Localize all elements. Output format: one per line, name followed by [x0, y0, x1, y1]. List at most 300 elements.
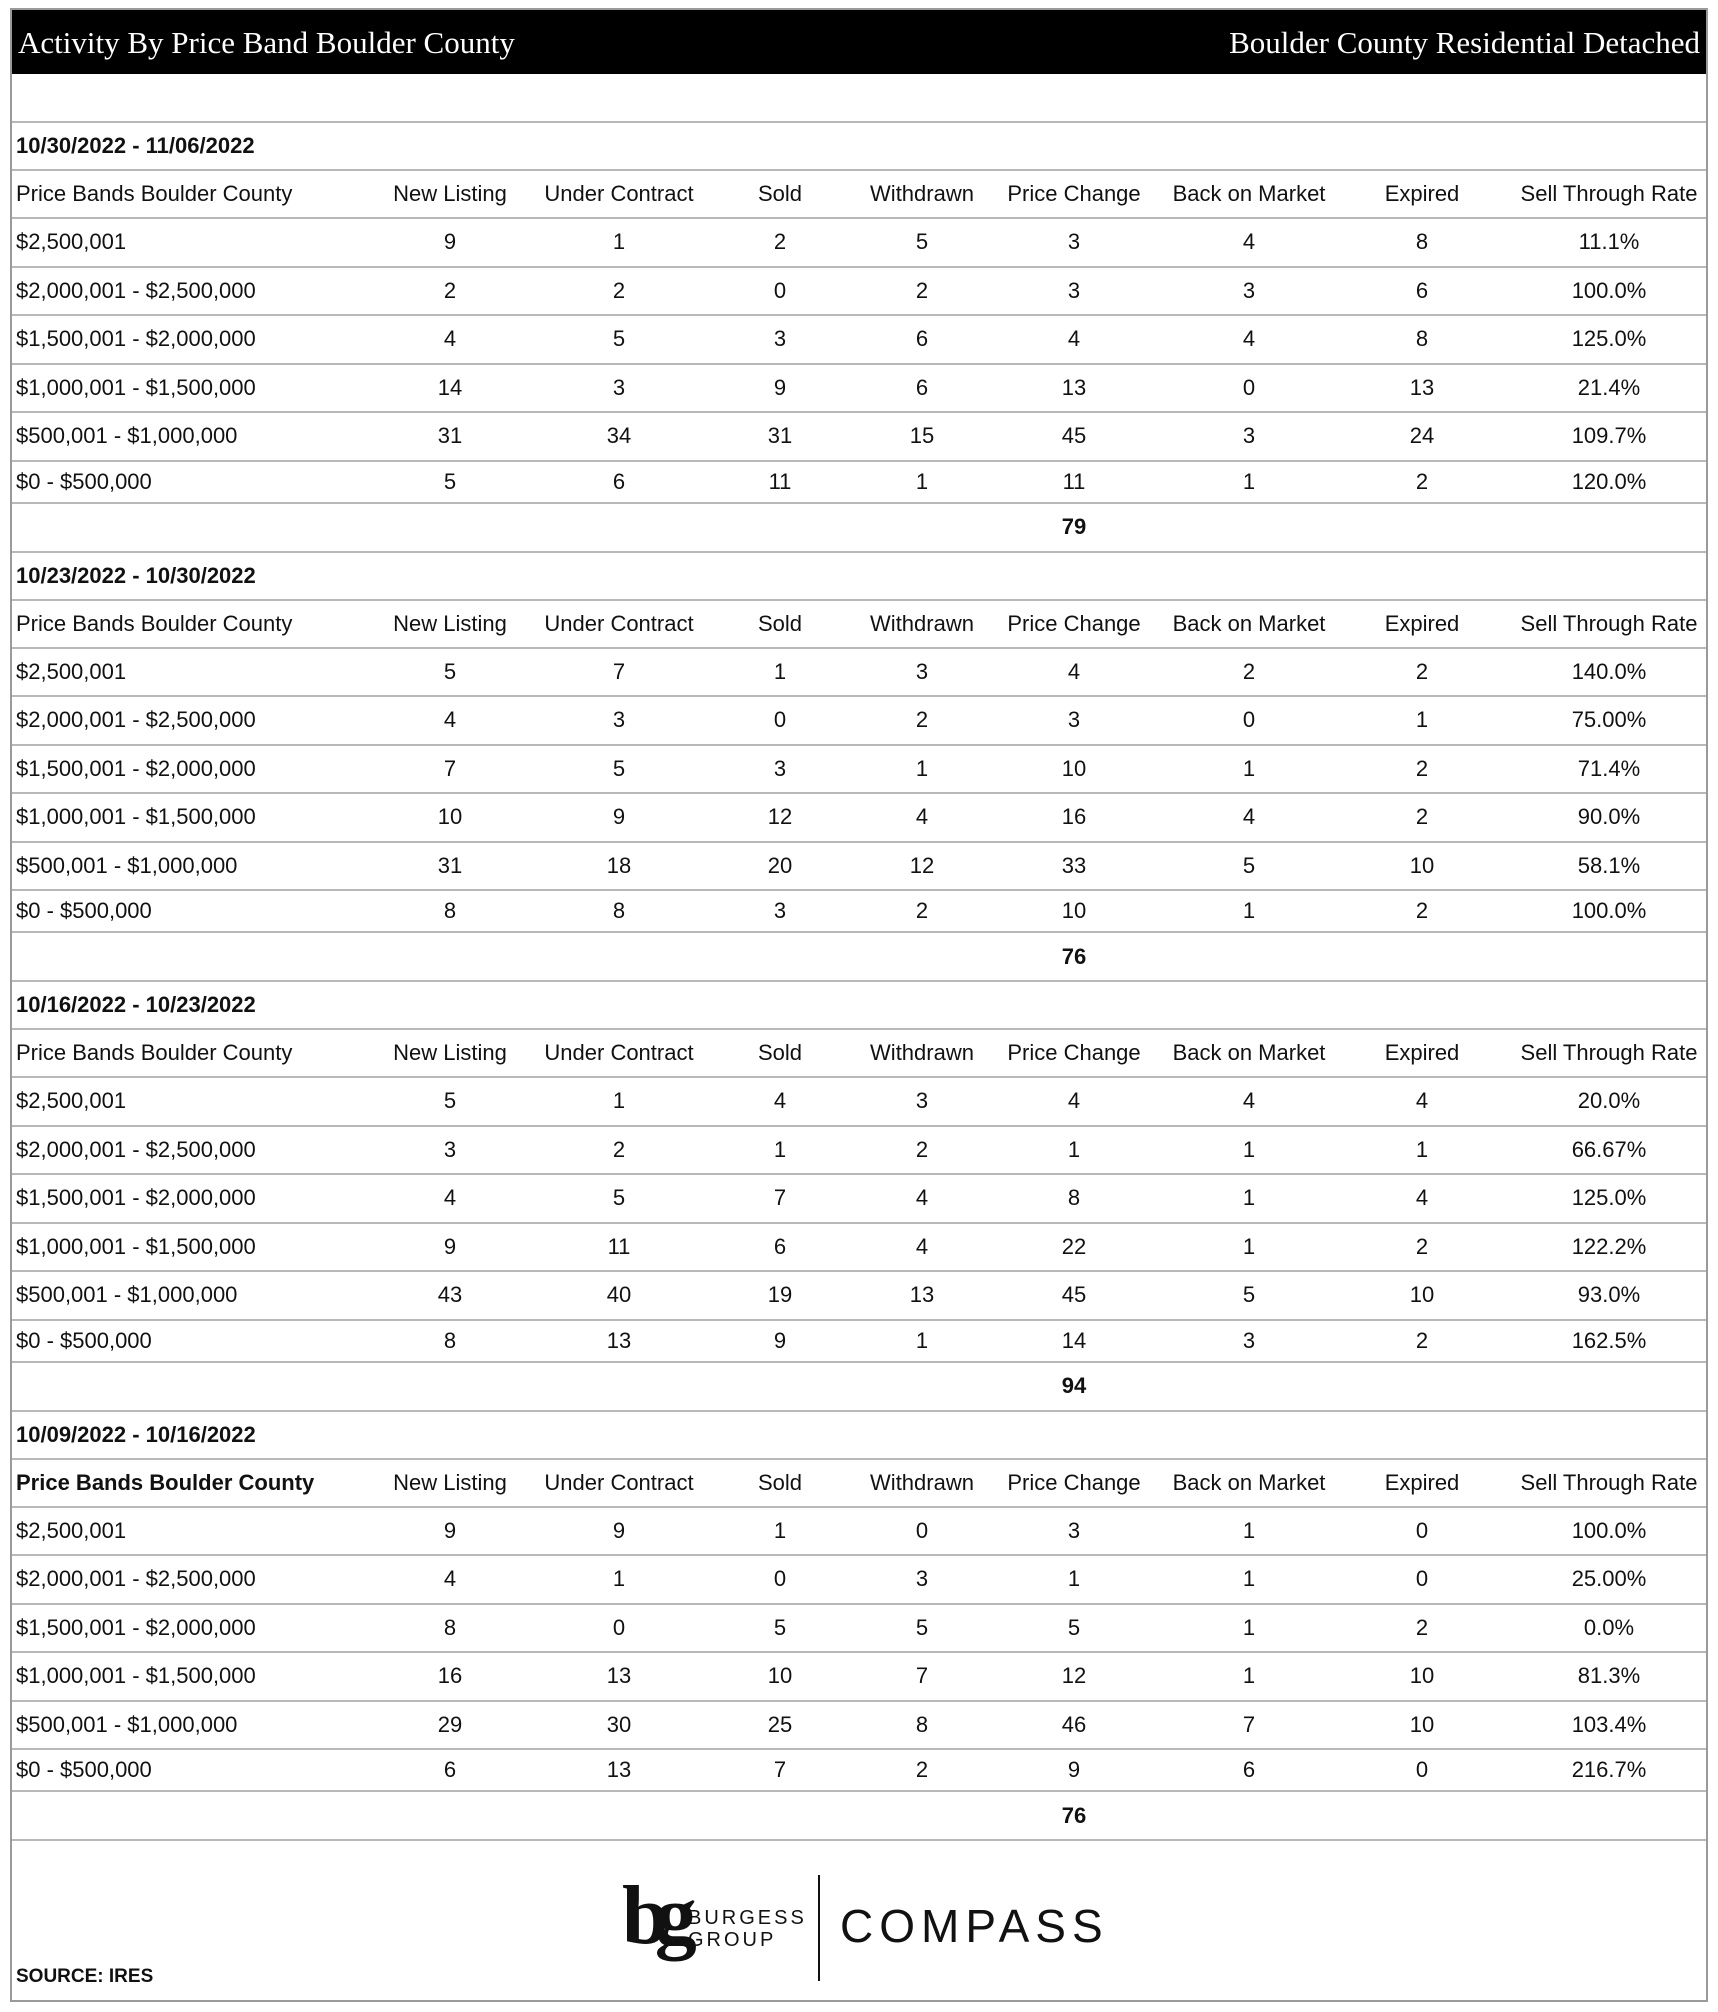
table-row — [12, 1078, 1706, 1127]
cell-price-band: $0 - $500,000 — [16, 468, 152, 494]
cell-withdrawn: 4 — [915, 804, 929, 830]
cell-price-change: 16 — [1061, 804, 1087, 830]
cell-sell-through-rate: 11.1% — [1578, 229, 1640, 255]
cell-sold: 7 — [773, 1185, 787, 1211]
cell-expired: 0 — [1415, 1517, 1429, 1543]
cell-back-on-market: 4 — [1242, 326, 1256, 352]
table-row — [12, 843, 1706, 892]
cell-back-on-market: 1 — [1242, 1566, 1256, 1592]
section-total-value: 94 — [1061, 1373, 1087, 1398]
cell-expired: 6 — [1415, 277, 1429, 303]
cell-under-contract: 40 — [606, 1282, 632, 1308]
cell-new-listing: 3 — [443, 1136, 457, 1162]
cell-price-change: 13 — [1061, 374, 1087, 400]
cell-back-on-market: 4 — [1242, 229, 1256, 255]
table-row — [12, 1605, 1706, 1654]
cell-new-listing: 2 — [443, 277, 457, 303]
cell-sell-through-rate: 75.00% — [1571, 707, 1647, 733]
cell-withdrawn: 1 — [915, 1327, 929, 1353]
cell-back-on-market: 5 — [1242, 852, 1256, 878]
cell-expired: 2 — [1415, 468, 1429, 494]
cell-new-listing: 4 — [443, 326, 457, 352]
cell-price-band: $2,500,001 — [16, 229, 127, 255]
column-header-row — [12, 1460, 1706, 1508]
col-header-price-bands: Price Bands Boulder County — [16, 1040, 293, 1065]
cell-withdrawn: 4 — [915, 1233, 929, 1259]
col-header-sell-through-rate: Sell Through Rate — [1520, 1040, 1698, 1065]
cell-price-change: 1 — [1067, 1136, 1081, 1162]
cell-sell-through-rate: 66.67% — [1571, 1136, 1647, 1162]
cell-price-band: $2,000,001 - $2,500,000 — [16, 1566, 256, 1592]
table-row — [12, 1321, 1706, 1363]
cell-withdrawn: 7 — [915, 1663, 929, 1689]
cell-under-contract: 13 — [606, 1663, 632, 1689]
cell-new-listing: 10 — [437, 804, 463, 830]
col-header-withdrawn: Withdrawn — [870, 1040, 974, 1065]
cell-new-listing: 4 — [443, 707, 457, 733]
section-total-row — [12, 933, 1706, 982]
col-header-sell-through-rate: Sell Through Rate — [1520, 1469, 1698, 1495]
cell-expired: 2 — [1415, 898, 1429, 923]
cell-price-change: 10 — [1061, 755, 1087, 781]
source-note: SOURCE: IRES — [16, 1966, 154, 1987]
cell-expired: 2 — [1415, 1614, 1429, 1640]
cell-back-on-market: 1 — [1242, 1663, 1256, 1689]
cell-under-contract: 0 — [612, 1614, 626, 1640]
cell-expired: 0 — [1415, 1757, 1429, 1782]
cell-sell-through-rate: 58.1% — [1577, 852, 1641, 878]
table-row — [12, 1653, 1706, 1702]
cell-expired: 10 — [1409, 1663, 1435, 1689]
column-header-row — [12, 601, 1706, 649]
table-row — [12, 219, 1706, 268]
cell-sell-through-rate: 81.3% — [1577, 1663, 1641, 1689]
cell-back-on-market: 1 — [1242, 1517, 1256, 1543]
col-header-price-bands: Price Bands Boulder County — [16, 610, 293, 636]
cell-price-band: $1,500,001 - $2,000,000 — [16, 1185, 256, 1211]
cell-price-change: 3 — [1067, 707, 1081, 733]
logo-group — [622, 1871, 1142, 1983]
table-row — [12, 1127, 1706, 1176]
cell-withdrawn: 3 — [915, 1088, 929, 1114]
col-header-back-on-market: Back on Market — [1172, 1469, 1326, 1495]
cell-withdrawn: 2 — [915, 277, 929, 303]
col-header-expired: Expired — [1384, 1469, 1460, 1495]
cell-price-band: $2,500,001 — [16, 1088, 127, 1114]
cell-under-contract: 1 — [612, 1088, 626, 1114]
col-header-sell-through-rate: Sell Through Rate — [1520, 181, 1698, 206]
cell-sell-through-rate: 120.0% — [1571, 468, 1647, 494]
cell-withdrawn: 15 — [909, 423, 935, 449]
cell-sold: 1 — [773, 658, 787, 684]
cell-sold: 9 — [773, 374, 787, 400]
table-row — [12, 413, 1706, 462]
cell-price-band: $1,500,001 - $2,000,000 — [16, 755, 256, 781]
table-row — [12, 316, 1706, 365]
cell-price-band: $2,500,001 — [16, 658, 127, 684]
cell-new-listing: 8 — [443, 1327, 457, 1353]
cell-under-contract: 3 — [612, 707, 626, 733]
cell-expired: 10 — [1409, 1282, 1435, 1308]
cell-sold: 0 — [773, 707, 787, 733]
cell-new-listing: 4 — [443, 1566, 457, 1592]
cell-under-contract: 13 — [606, 1757, 632, 1782]
cell-sell-through-rate: 21.4% — [1577, 374, 1641, 400]
cell-sold: 19 — [767, 1282, 793, 1308]
cell-under-contract: 6 — [612, 468, 626, 494]
col-header-under-contract: Under Contract — [544, 1469, 694, 1495]
cell-price-change: 10 — [1061, 898, 1087, 923]
cell-withdrawn: 1 — [915, 468, 929, 494]
cell-price-change: 4 — [1067, 1088, 1081, 1114]
cell-new-listing: 8 — [443, 898, 457, 923]
col-header-new-listing: New Listing — [393, 1040, 507, 1065]
cell-expired: 4 — [1415, 1185, 1429, 1211]
cell-price-band: $1,000,001 - $1,500,000 — [16, 374, 256, 400]
cell-price-band: $500,001 - $1,000,000 — [16, 1282, 238, 1308]
col-header-under-contract: Under Contract — [544, 610, 694, 636]
cell-back-on-market: 1 — [1242, 1614, 1256, 1640]
cell-sell-through-rate: 125.0% — [1571, 326, 1647, 352]
col-header-expired: Expired — [1384, 1040, 1460, 1065]
cell-sell-through-rate: 216.7% — [1571, 1757, 1647, 1782]
cell-expired: 2 — [1415, 658, 1429, 684]
table-row — [12, 649, 1706, 698]
table-row — [12, 746, 1706, 795]
cell-new-listing: 5 — [443, 1088, 457, 1114]
col-header-back-on-market: Back on Market — [1172, 1040, 1326, 1065]
table-row — [12, 1556, 1706, 1605]
section-date-row — [12, 553, 1706, 601]
cell-under-contract: 1 — [612, 1566, 626, 1592]
cell-price-band: $1,000,001 - $1,500,000 — [16, 804, 256, 830]
col-header-price-bands: Price Bands Boulder County — [16, 181, 293, 206]
cell-sell-through-rate: 125.0% — [1571, 1185, 1647, 1211]
cell-sell-through-rate: 25.00% — [1571, 1566, 1647, 1592]
cell-back-on-market: 7 — [1242, 1711, 1256, 1737]
cell-new-listing: 8 — [443, 1614, 457, 1640]
cell-back-on-market: 1 — [1242, 1136, 1256, 1162]
cell-back-on-market: 4 — [1242, 1088, 1256, 1114]
cell-withdrawn: 5 — [915, 229, 929, 255]
cell-back-on-market: 1 — [1242, 1233, 1256, 1259]
cell-sold: 3 — [773, 326, 787, 352]
cell-expired: 8 — [1415, 326, 1429, 352]
cell-new-listing: 9 — [443, 1233, 457, 1259]
cell-withdrawn: 12 — [909, 852, 935, 878]
cell-withdrawn: 13 — [909, 1282, 935, 1308]
cell-sold: 25 — [767, 1711, 793, 1737]
cell-withdrawn: 3 — [915, 658, 929, 684]
cell-price-band: $2,500,001 — [16, 1517, 127, 1543]
cell-price-change: 4 — [1067, 326, 1081, 352]
cell-sell-through-rate: 90.0% — [1577, 804, 1641, 830]
cell-sold: 10 — [767, 1663, 793, 1689]
cell-expired: 1 — [1415, 1136, 1429, 1162]
cell-back-on-market: 0 — [1242, 374, 1256, 400]
cell-expired: 2 — [1415, 1327, 1429, 1353]
cell-new-listing: 31 — [437, 423, 463, 449]
col-header-sold: Sold — [757, 610, 803, 636]
cell-price-change: 3 — [1067, 1517, 1081, 1543]
col-header-price-bands: Price Bands Boulder County — [16, 1469, 315, 1495]
table-row — [12, 1508, 1706, 1557]
col-header-under-contract: Under Contract — [544, 1040, 694, 1065]
cell-under-contract: 9 — [612, 1517, 626, 1543]
cell-price-change: 5 — [1067, 1614, 1081, 1640]
cell-price-change: 46 — [1061, 1711, 1087, 1737]
spacer-row — [12, 74, 1706, 123]
cell-back-on-market: 1 — [1242, 898, 1256, 923]
cell-back-on-market: 3 — [1242, 423, 1256, 449]
cell-sold: 1 — [773, 1517, 787, 1543]
col-header-expired: Expired — [1384, 181, 1460, 206]
cell-new-listing: 6 — [443, 1757, 457, 1782]
cell-sold: 1 — [773, 1136, 787, 1162]
cell-price-band: $0 - $500,000 — [16, 1327, 152, 1353]
cell-sell-through-rate: 100.0% — [1571, 277, 1647, 303]
cell-under-contract: 5 — [612, 755, 626, 781]
cell-back-on-market: 2 — [1242, 658, 1256, 684]
cell-sold: 0 — [773, 1566, 787, 1592]
cell-price-band: $1,000,001 - $1,500,000 — [16, 1233, 256, 1259]
col-header-sold: Sold — [757, 1469, 803, 1495]
section-total-value: 76 — [1061, 943, 1087, 969]
cell-back-on-market: 3 — [1242, 1327, 1256, 1353]
cell-price-change: 45 — [1061, 423, 1087, 449]
cell-new-listing: 9 — [443, 229, 457, 255]
cell-price-band: $2,000,001 - $2,500,000 — [16, 1136, 256, 1162]
cell-price-change: 4 — [1067, 658, 1081, 684]
table-row — [12, 697, 1706, 746]
cell-price-change: 9 — [1067, 1757, 1081, 1782]
table-row — [12, 1272, 1706, 1321]
table-row — [12, 365, 1706, 414]
cell-sold: 3 — [773, 755, 787, 781]
cell-under-contract: 3 — [612, 374, 626, 400]
cell-back-on-market: 1 — [1242, 1185, 1256, 1211]
cell-expired: 10 — [1409, 852, 1435, 878]
cell-price-band: $1,500,001 - $2,000,000 — [16, 1614, 256, 1640]
col-header-withdrawn: Withdrawn — [870, 1469, 974, 1495]
cell-back-on-market: 4 — [1242, 804, 1256, 830]
cell-under-contract: 7 — [612, 658, 626, 684]
cell-sold: 4 — [773, 1088, 787, 1114]
section-total-row — [12, 1363, 1706, 1412]
cell-under-contract: 5 — [612, 1185, 626, 1211]
table-row — [12, 794, 1706, 843]
cell-sold: 7 — [773, 1757, 787, 1782]
cell-sold: 11 — [768, 468, 792, 494]
cell-withdrawn: 2 — [915, 1136, 929, 1162]
report-subtitle: Boulder County Residential Detached — [1229, 25, 1700, 60]
col-header-price-change: Price Change — [1007, 181, 1141, 206]
compass-logo: COMPASS — [840, 1900, 1109, 1952]
cell-price-band: $2,000,001 - $2,500,000 — [16, 277, 256, 303]
logo-divider — [818, 1875, 820, 1981]
cell-under-contract: 2 — [612, 1136, 626, 1162]
cell-expired: 24 — [1409, 423, 1435, 449]
cell-back-on-market: 5 — [1242, 1282, 1256, 1308]
col-header-price-change: Price Change — [1007, 1469, 1141, 1495]
section-date-row — [12, 982, 1706, 1030]
cell-sold: 3 — [773, 898, 787, 923]
burgess-group-logo-mark: bg — [622, 1869, 683, 1962]
cell-withdrawn: 5 — [915, 1614, 929, 1640]
cell-under-contract: 8 — [612, 898, 626, 923]
price-band-table — [12, 74, 1706, 1841]
cell-sell-through-rate: 103.4% — [1571, 1711, 1647, 1737]
cell-price-change: 3 — [1067, 277, 1081, 303]
cell-withdrawn: 1 — [915, 755, 929, 781]
table-row — [12, 1702, 1706, 1751]
cell-withdrawn: 3 — [915, 1566, 929, 1592]
section-total-row — [12, 504, 1706, 553]
cell-new-listing: 31 — [437, 852, 463, 878]
col-header-withdrawn: Withdrawn — [870, 610, 974, 636]
col-header-back-on-market: Back on Market — [1172, 610, 1326, 636]
cell-price-band: $1,000,001 - $1,500,000 — [16, 1663, 256, 1689]
cell-price-change: 11 — [1062, 468, 1086, 494]
col-header-under-contract: Under Contract — [544, 181, 694, 206]
cell-expired: 2 — [1415, 1233, 1429, 1259]
cell-back-on-market: 1 — [1242, 468, 1256, 494]
cell-price-change: 8 — [1067, 1185, 1081, 1211]
cell-under-contract: 2 — [612, 277, 626, 303]
cell-new-listing: 5 — [443, 658, 457, 684]
cell-withdrawn: 6 — [915, 374, 929, 400]
cell-sold: 20 — [767, 852, 793, 878]
table-row — [12, 891, 1706, 933]
cell-under-contract: 30 — [606, 1711, 632, 1737]
cell-new-listing: 29 — [437, 1711, 463, 1737]
column-header-row — [12, 1030, 1706, 1078]
cell-under-contract: 34 — [606, 423, 632, 449]
cell-price-band: $0 - $500,000 — [16, 898, 152, 923]
section-total-value: 79 — [1061, 514, 1087, 539]
report-frame — [10, 8, 1708, 2002]
cell-withdrawn: 8 — [915, 1711, 929, 1737]
cell-sold: 9 — [773, 1327, 787, 1353]
cell-price-change: 22 — [1061, 1233, 1087, 1259]
cell-expired: 8 — [1415, 229, 1429, 255]
section-date-range: 10/09/2022 - 10/16/2022 — [16, 1421, 256, 1447]
cell-new-listing: 5 — [443, 468, 457, 494]
cell-expired: 2 — [1415, 755, 1429, 781]
cell-new-listing: 14 — [437, 374, 463, 400]
cell-withdrawn: 2 — [915, 898, 929, 923]
cell-withdrawn: 0 — [915, 1517, 929, 1543]
cell-withdrawn: 2 — [915, 1757, 929, 1782]
cell-price-band: $2,000,001 - $2,500,000 — [16, 707, 256, 733]
cell-new-listing: 7 — [443, 755, 457, 781]
cell-price-change: 3 — [1067, 229, 1081, 255]
col-header-new-listing: New Listing — [393, 1469, 507, 1495]
cell-sell-through-rate: 0.0% — [1583, 1614, 1635, 1640]
cell-back-on-market: 6 — [1242, 1757, 1256, 1782]
cell-withdrawn: 6 — [915, 326, 929, 352]
table-row — [12, 1224, 1706, 1273]
report-title: Activity By Price Band Boulder County — [18, 25, 515, 60]
col-header-sell-through-rate: Sell Through Rate — [1520, 610, 1698, 636]
col-header-price-change: Price Change — [1007, 1040, 1141, 1065]
cell-sold: 2 — [773, 229, 787, 255]
cell-price-band: $500,001 - $1,000,000 — [16, 852, 238, 878]
cell-withdrawn: 4 — [915, 1185, 929, 1211]
cell-sold: 5 — [773, 1614, 787, 1640]
column-header-row — [12, 171, 1706, 219]
table-row — [12, 268, 1706, 317]
cell-price-change: 14 — [1061, 1327, 1087, 1353]
cell-expired: 10 — [1409, 1711, 1435, 1737]
cell-under-contract: 1 — [612, 229, 626, 255]
cell-back-on-market: 1 — [1242, 755, 1256, 781]
cell-new-listing: 4 — [443, 1185, 457, 1211]
cell-sell-through-rate: 20.0% — [1577, 1088, 1641, 1114]
col-header-new-listing: New Listing — [393, 181, 507, 206]
cell-sell-through-rate: 109.7% — [1571, 423, 1647, 449]
cell-under-contract: 9 — [612, 804, 626, 830]
col-header-sold: Sold — [757, 1040, 803, 1065]
table-row — [12, 462, 1706, 504]
cell-price-band: $0 - $500,000 — [16, 1757, 152, 1782]
cell-under-contract: 11 — [607, 1233, 631, 1259]
report-footer — [12, 1841, 1706, 2000]
cell-expired: 1 — [1415, 707, 1429, 733]
cell-new-listing: 43 — [437, 1282, 463, 1308]
cell-under-contract: 5 — [612, 326, 626, 352]
cell-expired: 4 — [1415, 1088, 1429, 1114]
cell-under-contract: 13 — [606, 1327, 632, 1353]
col-header-expired: Expired — [1384, 610, 1460, 636]
cell-expired: 2 — [1415, 804, 1429, 830]
section-date-row — [12, 123, 1706, 171]
section-date-range: 10/16/2022 - 10/23/2022 — [16, 992, 256, 1017]
cell-new-listing: 9 — [443, 1517, 457, 1543]
cell-sell-through-rate: 162.5% — [1571, 1327, 1647, 1353]
cell-sell-through-rate: 93.0% — [1577, 1282, 1641, 1308]
cell-price-band: $1,500,001 - $2,000,000 — [16, 326, 256, 352]
cell-sell-through-rate: 140.0% — [1571, 658, 1647, 684]
col-header-price-change: Price Change — [1007, 610, 1141, 636]
cell-price-change: 12 — [1061, 1663, 1087, 1689]
cell-expired: 0 — [1415, 1566, 1429, 1592]
table-row — [12, 1750, 1706, 1792]
cell-back-on-market: 3 — [1242, 277, 1256, 303]
cell-sold: 12 — [767, 804, 793, 830]
col-header-back-on-market: Back on Market — [1172, 181, 1326, 206]
table-row — [12, 1175, 1706, 1224]
report-header — [12, 10, 1706, 74]
section-date-range: 10/30/2022 - 11/06/2022 — [16, 133, 255, 158]
cell-sold: 31 — [767, 423, 793, 449]
col-header-new-listing: New Listing — [393, 610, 507, 636]
col-header-sold: Sold — [757, 181, 803, 206]
cell-price-change: 45 — [1061, 1282, 1087, 1308]
cell-sell-through-rate: 100.0% — [1571, 898, 1647, 923]
cell-back-on-market: 0 — [1242, 707, 1256, 733]
cell-price-band: $500,001 - $1,000,000 — [16, 1711, 238, 1737]
section-total-value: 76 — [1061, 1802, 1087, 1828]
cell-new-listing: 16 — [437, 1663, 463, 1689]
cell-sold: 6 — [773, 1233, 787, 1259]
cell-price-change: 1 — [1067, 1566, 1081, 1592]
cell-sell-through-rate: 100.0% — [1571, 1517, 1647, 1543]
section-total-row — [12, 1792, 1706, 1841]
cell-sell-through-rate: 122.2% — [1571, 1233, 1647, 1259]
cell-sold: 0 — [773, 277, 787, 303]
section-date-range: 10/23/2022 - 10/30/2022 — [16, 562, 256, 588]
